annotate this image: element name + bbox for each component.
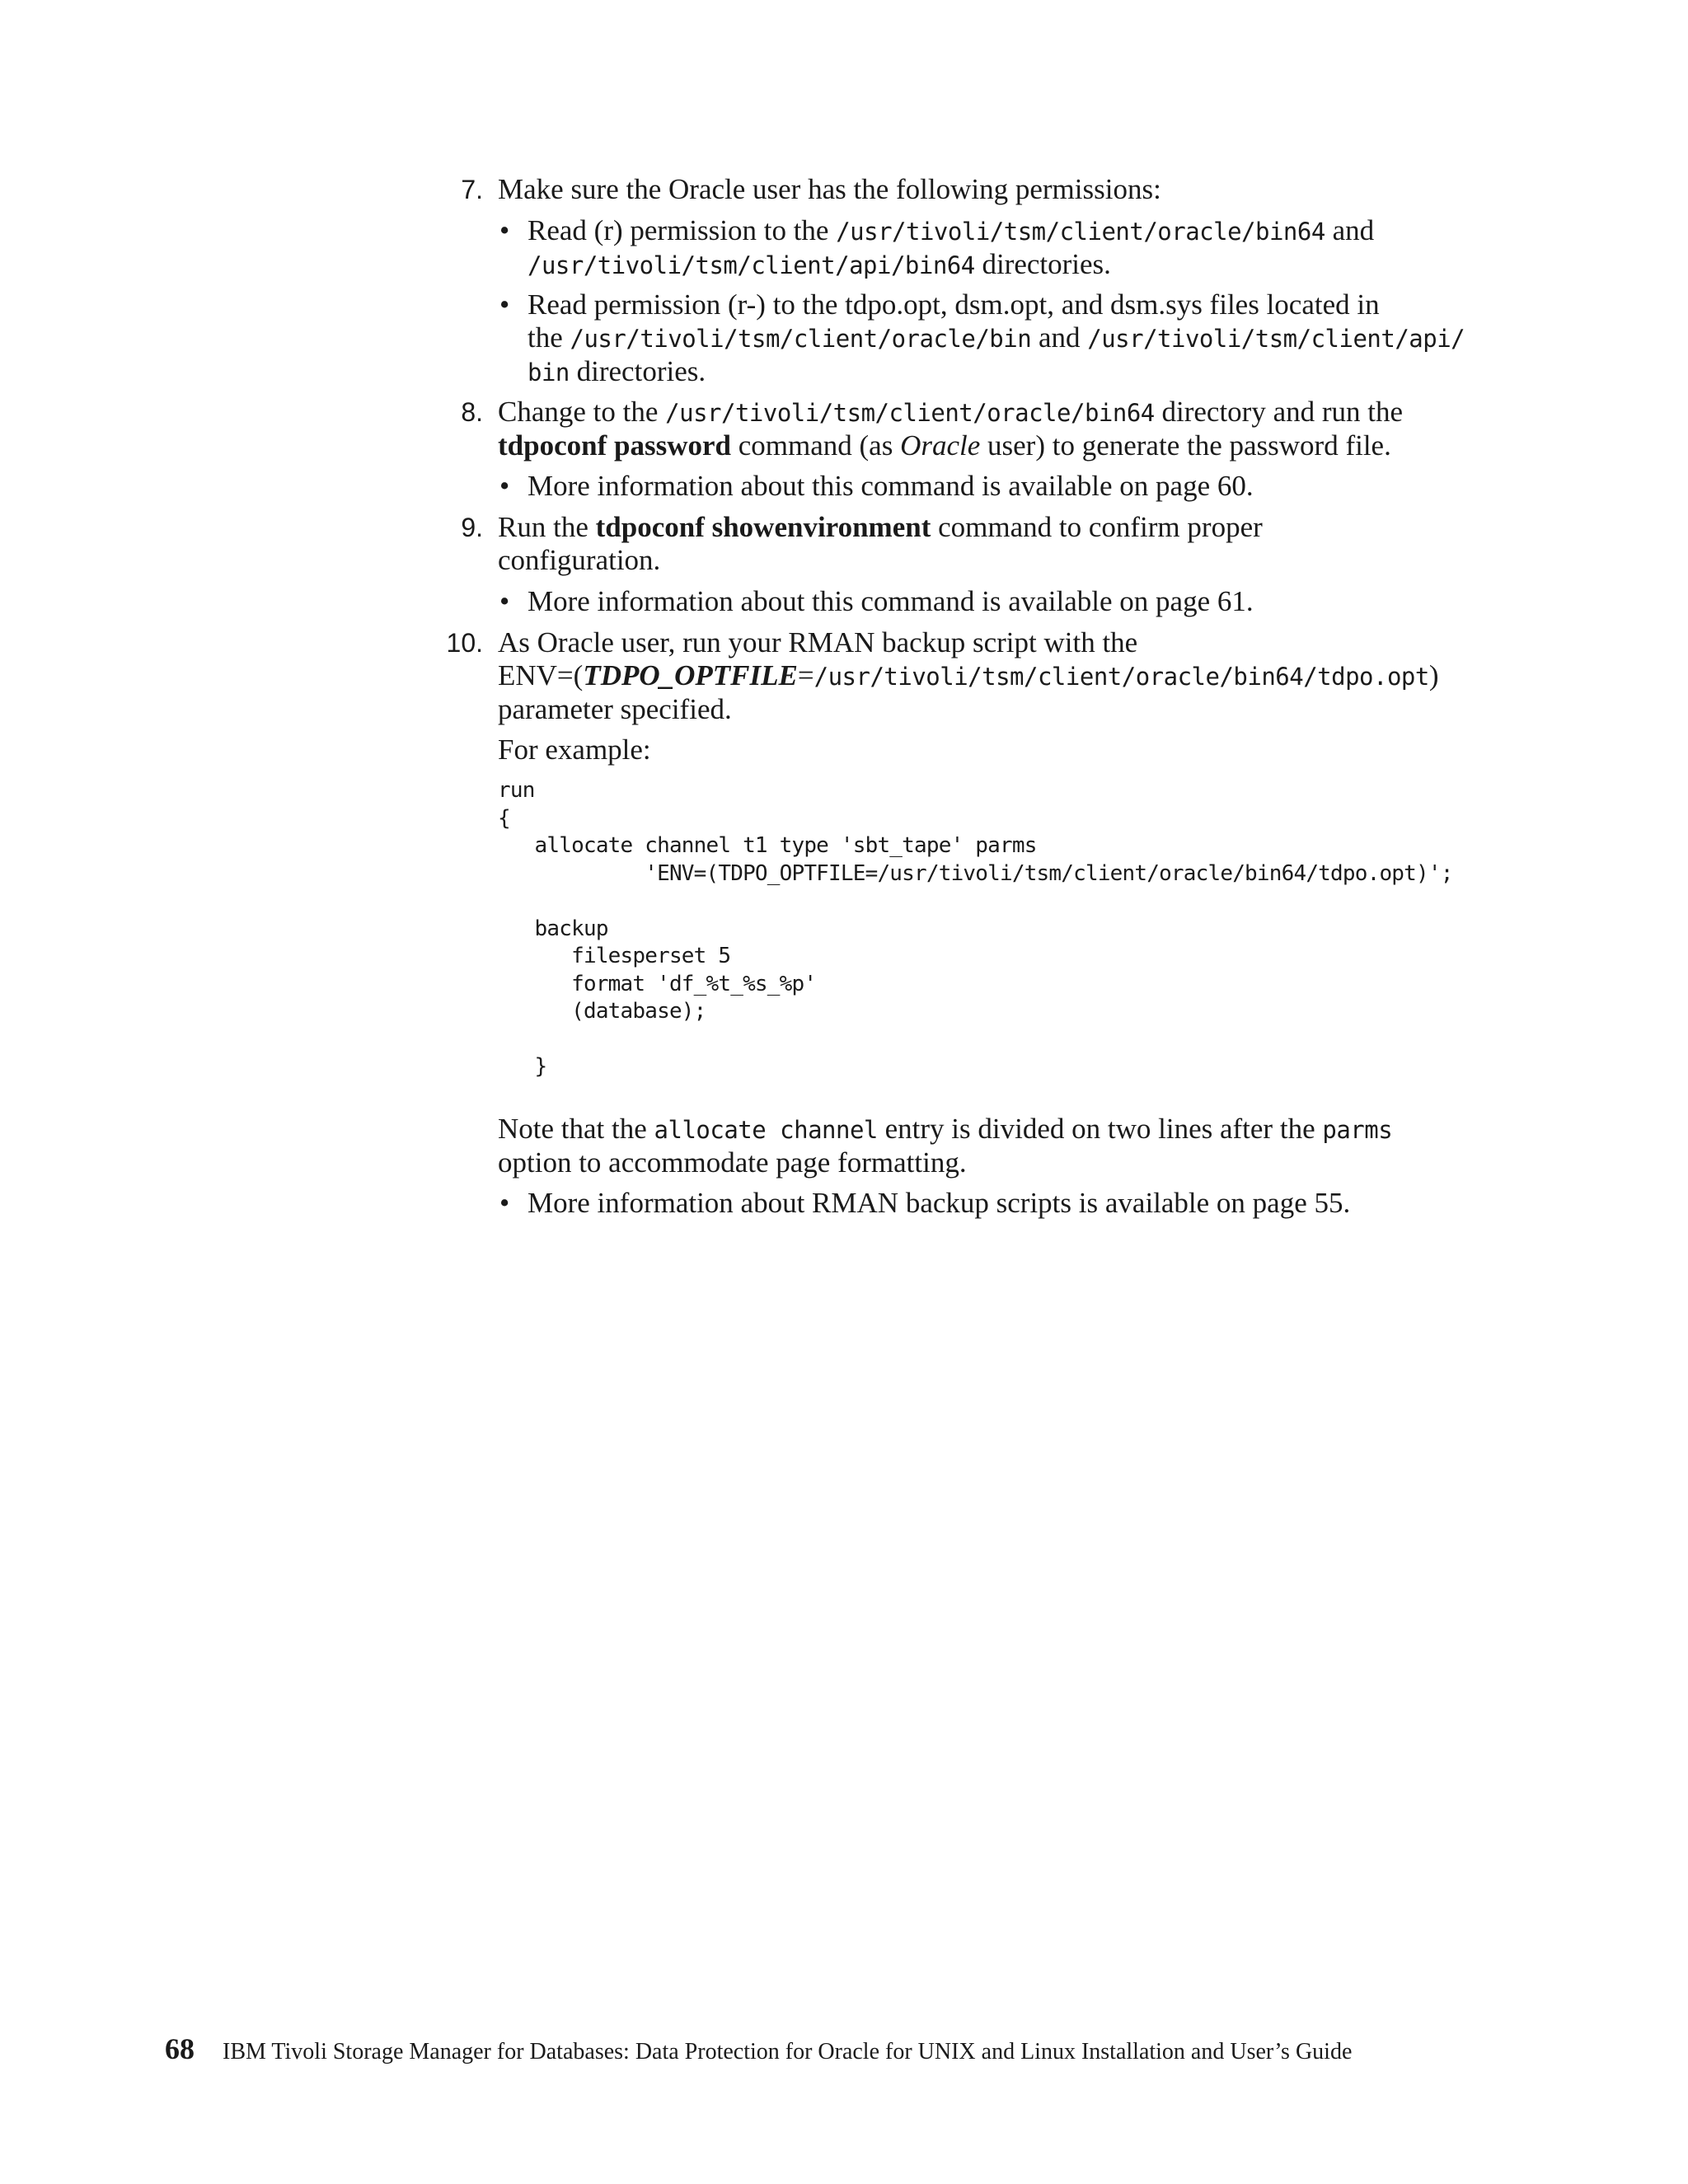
path-code: bin: [528, 359, 570, 387]
path-code: /usr/tivoli/tsm/client/oracle/bin64/tdpo.opt: [814, 663, 1429, 691]
step-7: [461, 173, 1479, 206]
code-term: allocate channel: [654, 1116, 878, 1144]
step-8: 8. Change to the /usr/tivoli/tsm/client/oracle/bin64 directory and run the tdpoconf password command (as Oracle user) to generate the password file.: [498, 396, 1479, 462]
bullet-dot: •: [499, 288, 510, 321]
code-term: parms: [1322, 1116, 1393, 1144]
bullet-dot: •: [499, 214, 510, 246]
step-text: Make sure the Oracle user has the following permissions:: [498, 173, 1161, 205]
rman-code-block: run { allocate channel t1 type 'sbt_tape' parms 'ENV=(TDPO_OPTFILE=/usr/tivoli/tsm/client/oracle/bin64/tdpo.opt)'; backup filesperset 5 format 'df_%t_%s_%p' (database); }: [498, 778, 1453, 1079]
step-9: 9. Run the tdpoconf showenvironment command to confirm proper configuration.: [498, 511, 1479, 577]
path-code: /usr/tivoli/tsm/client/oracle/bin64: [836, 218, 1325, 246]
path-code: /usr/tivoli/tsm/client/oracle/bin: [570, 325, 1032, 353]
note-paragraph: Note that the allocate channel entry is divided on two lines after the parms option to accommodate page formatting.: [498, 1113, 1393, 1179]
step-number: 8.: [461, 397, 483, 427]
command-name: tdpoconf showenvironment: [595, 511, 931, 543]
permission-bullet-read-opt-files: • Read permission (r-) to the tdpo.opt, dsm.opt, and dsm.sys files located in the /usr/tivoli/tsm/client/oracle/bin and /usr/tivoli/tsm/client/api/ bin directories.: [499, 288, 1465, 387]
step-number: 7.: [461, 175, 483, 204]
book-title: IBM Tivoli Storage Manager for Databases: Data Protection for Oracle for UNIX and Linux Installation and User’s Guide: [223, 2039, 1353, 2064]
permission-bullet-read-bin64: • Read (r) permission to the /usr/tivoli/tsm/client/oracle/bin64 and /usr/tivoli/tsm/client/api/bin64 directories.: [499, 214, 1375, 280]
step-number: 10.: [446, 628, 483, 658]
page-number: 68: [165, 2032, 195, 2065]
example-label: For example:: [498, 733, 651, 766]
more-info-bullet: • More information about RMAN backup scripts is available on page 55.: [499, 1187, 1351, 1219]
bullet-dot: •: [499, 1187, 510, 1219]
more-info-bullet: • More information about this command is available on page 61.: [499, 585, 1254, 617]
path-code: /usr/tivoli/tsm/client/api/bin64: [528, 251, 975, 279]
step-10: 10. As Oracle user, run your RMAN backup script with the ENV=(TDPO_OPTFILE=/usr/tivoli/tsm/client/oracle/bin64/tdpo.opt) parameter specified.: [498, 626, 1479, 726]
bullet-dot: •: [499, 585, 510, 617]
path-code: /usr/tivoli/tsm/client/oracle/bin64: [665, 399, 1155, 427]
step-number: 9.: [461, 513, 483, 542]
path-code: /usr/tivoli/tsm/client/api/: [1087, 325, 1465, 353]
more-info-bullet: • More information about this command is available on page 60.: [499, 470, 1254, 502]
variable-name: TDPO_OPTFILE: [583, 659, 798, 691]
command-name: tdpoconf password: [498, 429, 731, 462]
page-footer: [165, 2032, 1566, 2069]
bullet-dot: •: [499, 470, 510, 502]
